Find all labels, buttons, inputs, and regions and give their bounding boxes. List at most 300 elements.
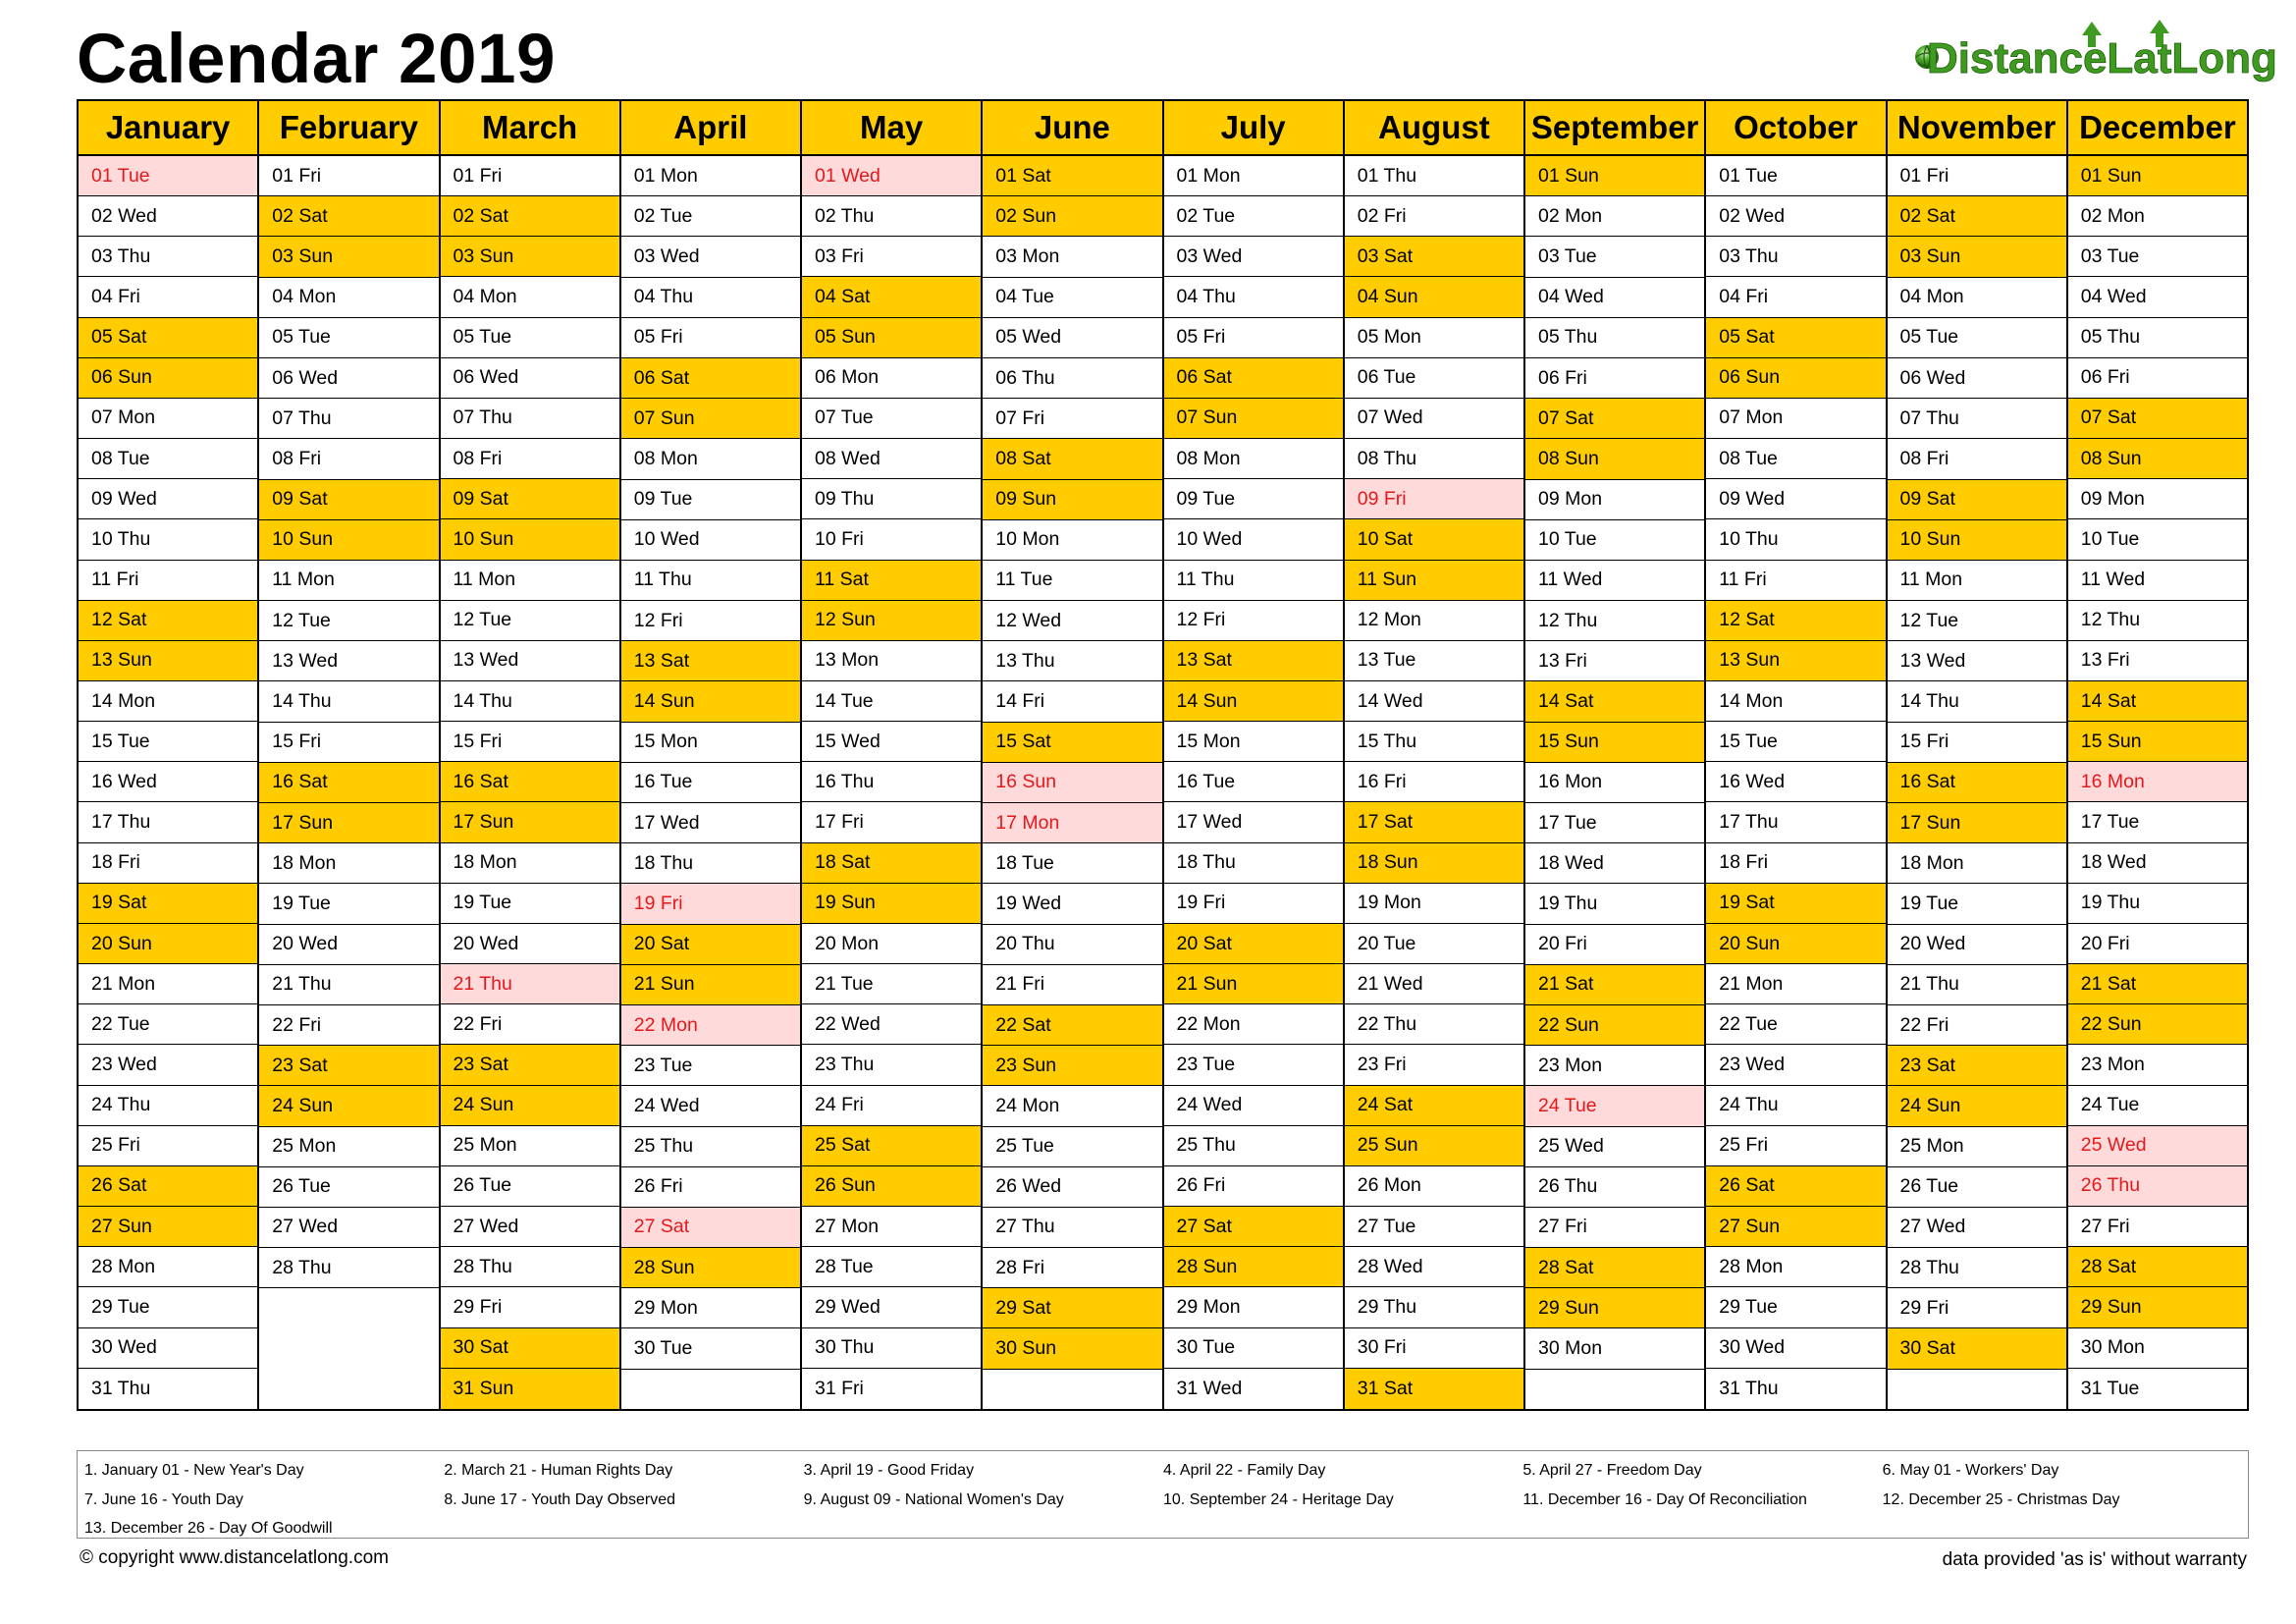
day-cell: 07 Mon (79, 399, 257, 439)
day-cell: 17 Tue (1525, 803, 1704, 843)
weekend-day-cell: 21 Sat (2068, 964, 2247, 1004)
weekend-day-cell: 17 Sun (259, 803, 438, 843)
day-cell: 31 Fri (815, 1377, 864, 1399)
day-cell: 03 Wed (1164, 237, 1343, 277)
day-cell: 23 Tue (621, 1046, 800, 1086)
holiday-day-cell: 16 Mon (2068, 762, 2247, 802)
day-cell: 15 Tue (1706, 722, 1885, 762)
month-header: January (79, 101, 257, 156)
day-cell: 05 Wed (983, 318, 1161, 358)
day-cell: 20 Fri (2068, 924, 2247, 964)
day-cell: 31 Thu (91, 1377, 151, 1399)
weekend-day-cell: 22 Sun (2068, 1004, 2247, 1045)
day-cell: 25 Mon (441, 1126, 619, 1166)
month-header: December (2068, 101, 2247, 156)
day-cell: 26 Wed (983, 1167, 1161, 1208)
day-cell: 14 Tue (802, 681, 981, 722)
day-cell: 28 Thu (1888, 1248, 2066, 1288)
day-cell: 22 Fri (1888, 1005, 2066, 1046)
month-column-december (2068, 101, 2247, 1409)
weekend-day-cell: 03 Sun (259, 237, 438, 277)
day-cell: 13 Fri (1525, 641, 1704, 681)
day-cell: 21 Tue (802, 964, 981, 1004)
day-cell: 04 Thu (621, 278, 800, 318)
day-cell: 13 Wed (1888, 641, 2066, 681)
day-cell: 24 Mon (983, 1086, 1161, 1126)
day-cell: 16 Wed (1706, 762, 1885, 802)
day-cell: 26 Tue (441, 1166, 619, 1207)
day-cell: 12 Fri (1164, 601, 1343, 641)
day-cell: 06 Thu (983, 358, 1161, 399)
holiday-day-cell: 27 Sat (621, 1208, 800, 1248)
month-column-october (1706, 101, 1887, 1409)
day-cell: 04 Fri (1706, 277, 1885, 317)
day-cell: 27 Tue (1345, 1207, 1523, 1247)
weekend-day-cell: 21 Sun (1164, 964, 1343, 1004)
weekend-day-cell: 12 Sun (802, 601, 981, 641)
day-cell: 01 Tue (1706, 156, 1885, 196)
day-cell: 05 Tue (259, 318, 438, 358)
weekend-day-cell: 09 Sun (983, 480, 1161, 520)
day-cell: 18 Fri (1706, 843, 1885, 884)
day-cell: 09 Wed (1706, 479, 1885, 519)
day-cell: 29 Wed (802, 1287, 981, 1327)
day-cell: 10 Thu (1706, 519, 1885, 560)
day-cell: 29 Tue (79, 1287, 257, 1327)
day-cell: 22 Fri (441, 1004, 619, 1045)
day-cell: 23 Wed (79, 1045, 257, 1085)
day-cell: 09 Tue (621, 480, 800, 520)
day-cell: 28 Mon (1706, 1247, 1885, 1287)
day-cell: 05 Thu (2068, 318, 2247, 358)
day-cell: 04 Fri (79, 277, 257, 317)
day-cell: 12 Thu (2068, 601, 2247, 641)
weekend-day-cell: 08 Sat (983, 439, 1161, 479)
day-cell: 30 Tue (1164, 1328, 1343, 1369)
weekend-day-cell: 04 Sat (802, 277, 981, 317)
day-cell: 26 Tue (259, 1167, 438, 1208)
day-cell: 08 Tue (79, 439, 257, 479)
day-cell: 01 Mon (1164, 156, 1343, 196)
day-cell: 28 Tue (802, 1247, 981, 1287)
day-cell: 07 Thu (259, 399, 438, 439)
day-cell: 29 Fri (441, 1287, 619, 1327)
weekend-day-cell: 16 Sat (259, 763, 438, 803)
holiday-note: 4. April 22 - Family Day (1163, 1462, 1326, 1479)
day-cell: 01 Fri (441, 156, 619, 196)
day-cell: 15 Fri (1888, 723, 2066, 763)
weekend-day-cell: 18 Sat (802, 843, 981, 884)
day-cell: 24 Fri (802, 1086, 981, 1126)
empty-cell (983, 1370, 1161, 1409)
weekend-day-cell: 11 Sun (1345, 561, 1523, 601)
weekend-day-cell: 09 Sat (1888, 480, 2066, 520)
day-cell: 10 Tue (1525, 520, 1704, 561)
day-cell: 28 Wed (1345, 1247, 1523, 1287)
day-cell: 11 Thu (621, 561, 800, 601)
weekend-day-cell: 07 Sat (1525, 399, 1704, 439)
day-cell: 10 Mon (983, 520, 1161, 561)
day-cell: 02 Tue (1164, 196, 1343, 237)
day-cell: 12 Wed (983, 601, 1161, 641)
weekend-day-cell: 20 Sat (621, 925, 800, 965)
day-cell: 22 Tue (1706, 1004, 1885, 1045)
weekend-day-cell: 24 Sun (441, 1086, 619, 1126)
day-cell: 04 Tue (983, 278, 1161, 318)
day-cell: 03 Tue (2068, 237, 2247, 277)
weekend-day-cell: 13 Sat (1164, 641, 1343, 681)
weekend-day-cell: 24 Sun (259, 1086, 438, 1126)
holiday-day-cell: 19 Fri (621, 884, 800, 924)
month-header: November (1888, 101, 2066, 156)
day-cell: 13 Wed (441, 641, 619, 681)
month-header: April (621, 101, 800, 156)
day-cell: 16 Tue (1164, 762, 1343, 802)
weekend-day-cell: 13 Sat (621, 641, 800, 681)
day-cell: 28 Fri (983, 1248, 1161, 1288)
day-cell: 20 Fri (1525, 925, 1704, 965)
distancelatlong-logo[interactable] (1913, 14, 2277, 84)
day-cell: 06 Wed (1888, 358, 2066, 399)
day-cell: 18 Mon (441, 843, 619, 884)
day-cell: 18 Fri (79, 843, 257, 884)
day-cell: 29 Mon (621, 1288, 800, 1328)
weekend-day-cell: 26 Sat (1706, 1166, 1885, 1207)
day-cell: 15 Thu (1345, 722, 1523, 762)
weekend-day-cell: 10 Sat (1345, 519, 1523, 560)
holiday-note: 13. December 26 - Day Of Goodwill (84, 1520, 333, 1537)
weekend-day-cell: 05 Sat (79, 318, 257, 358)
weekend-day-cell: 11 Sat (802, 561, 981, 601)
day-cell: 02 Mon (2068, 196, 2247, 237)
day-cell: 05 Thu (1525, 318, 1704, 358)
weekend-day-cell: 10 Sun (441, 519, 619, 560)
weekend-day-cell: 14 Sun (621, 681, 800, 722)
day-cell: 18 Wed (2068, 843, 2247, 884)
holiday-day-cell: 01 Tue (79, 156, 257, 196)
day-cell: 08 Thu (1345, 439, 1523, 479)
weekend-day-cell: 23 Sat (259, 1046, 438, 1086)
month-header: September (1525, 101, 1704, 156)
day-cell: 13 Thu (983, 641, 1161, 681)
holiday-note: 7. June 16 - Youth Day (84, 1490, 243, 1508)
day-cell: 30 Thu (802, 1328, 981, 1369)
weekend-day-cell: 04 Sun (1345, 277, 1523, 317)
weekend-day-cell: 06 Sun (1706, 358, 1885, 399)
day-cell: 21 Fri (983, 965, 1161, 1005)
day-cell: 21 Thu (1888, 965, 2066, 1005)
day-cell: 22 Wed (802, 1004, 981, 1045)
day-cell: 22 Thu (1345, 1004, 1523, 1045)
day-cell: 12 Mon (1345, 601, 1523, 641)
day-cell: 09 Mon (1525, 480, 1704, 520)
day-cell: 31 Wed (1176, 1377, 1243, 1399)
day-cell: 08 Fri (441, 439, 619, 479)
day-cell: 24 Tue (2068, 1086, 2247, 1126)
weekend-day-cell: 16 Sat (1888, 763, 2066, 803)
weekend-day-cell: 23 Sat (1888, 1046, 2066, 1086)
day-cell: 01 Thu (1345, 156, 1523, 196)
weekend-day-cell: 26 Sun (802, 1166, 981, 1207)
day-cell: 21 Wed (1345, 964, 1523, 1004)
day-cell: 01 Mon (621, 156, 800, 196)
day-cell: 19 Wed (983, 884, 1161, 924)
day-cell: 11 Mon (259, 561, 438, 601)
weekend-day-cell: 09 Sat (441, 479, 619, 519)
day-cell: 06 Tue (1345, 358, 1523, 399)
weekend-day-cell: 20 Sun (79, 924, 257, 964)
day-cell: 15 Tue (79, 722, 257, 762)
weekend-day-cell: 02 Sat (259, 196, 438, 237)
day-cell: 04 Thu (1164, 277, 1343, 317)
day-cell: 03 Mon (983, 237, 1161, 277)
month-header: March (441, 101, 619, 156)
weekend-day-cell: 02 Sat (441, 196, 619, 237)
day-cell: 17 Tue (2068, 802, 2247, 842)
day-cell: 03 Tue (1525, 237, 1704, 277)
day-cell: 02 Thu (802, 196, 981, 237)
day-cell: 05 Fri (1164, 318, 1343, 358)
page-title: Calendar 2019 (77, 21, 557, 98)
day-cell: 27 Thu (983, 1208, 1161, 1248)
day-cell: 15 Fri (259, 723, 438, 763)
day-cell: 01 Fri (259, 156, 438, 196)
weekend-day-cell: 10 Sun (259, 520, 438, 561)
weekend-day-cell: 06 Sun (79, 358, 257, 399)
day-cell: 03 Thu (79, 237, 257, 277)
day-cell: 27 Wed (1888, 1208, 2066, 1248)
month-header: August (1345, 101, 1523, 156)
day-cell: 07 Thu (441, 399, 619, 439)
day-cell: 11 Mon (441, 561, 619, 601)
day-cell: 14 Thu (1888, 681, 2066, 722)
month-header: May (802, 101, 981, 156)
weekend-day-cell: 06 Sat (1164, 358, 1343, 399)
day-cell: 22 Fri (259, 1005, 438, 1046)
day-cell: 30 Mon (1525, 1328, 1704, 1369)
month-column-april (621, 101, 802, 1409)
weekend-day-cell: 07 Sun (1164, 399, 1343, 439)
calendar-grid (77, 99, 2249, 1411)
day-cell: 11 Tue (983, 561, 1161, 601)
weekend-day-cell: 23 Sat (441, 1045, 619, 1085)
day-cell: 13 Fri (2068, 641, 2247, 681)
day-cell: 17 Fri (802, 802, 981, 842)
day-cell: 29 Fri (1888, 1288, 2066, 1328)
weekend-day-cell: 19 Sun (802, 884, 981, 924)
day-cell: 06 Wed (441, 358, 619, 399)
weekend-day-cell: 19 Sat (79, 884, 257, 924)
day-cell: 18 Tue (983, 843, 1161, 884)
day-cell: 19 Thu (2068, 884, 2247, 924)
day-cell: 30 Wed (1706, 1328, 1885, 1369)
weekend-day-cell: 16 Sat (441, 762, 619, 802)
day-cell: 16 Tue (621, 763, 800, 803)
day-cell: 04 Wed (2068, 277, 2247, 317)
month-header: July (1164, 101, 1343, 156)
month-column-september (1525, 101, 1706, 1409)
day-cell: 02 Fri (1345, 196, 1523, 237)
day-cell: 13 Wed (259, 641, 438, 681)
day-cell: 20 Wed (1888, 925, 2066, 965)
month-header: February (259, 101, 438, 156)
weekend-day-cell: 19 Sat (1706, 884, 1885, 924)
disclaimer-text: data provided 'as is' without warranty (1942, 1549, 2247, 1570)
holiday-note: 9. August 09 - National Women's Day (803, 1490, 1064, 1508)
weekend-day-cell: 31 Sun (441, 1369, 619, 1409)
day-cell: 10 Thu (79, 519, 257, 560)
day-cell: 18 Mon (259, 843, 438, 884)
day-cell: 12 Fri (621, 601, 800, 641)
day-cell: 23 Fri (1345, 1045, 1523, 1085)
month-column-february (259, 101, 440, 1409)
holiday-note: 11. December 16 - Day Of Reconciliation (1522, 1490, 1807, 1508)
day-cell: 18 Thu (1164, 843, 1343, 884)
day-cell: 28 Mon (79, 1247, 257, 1287)
day-cell: 01 Fri (1888, 156, 2066, 196)
weekend-day-cell: 07 Sun (621, 399, 800, 439)
day-cell: 12 Thu (1525, 601, 1704, 641)
day-cell: 19 Tue (1888, 884, 2066, 924)
weekend-day-cell: 23 Sun (983, 1046, 1161, 1086)
day-cell: 18 Mon (1888, 843, 2066, 884)
day-cell: 19 Fri (1164, 884, 1343, 924)
weekend-day-cell: 24 Sat (1345, 1086, 1523, 1126)
day-cell: 06 Wed (259, 358, 438, 399)
day-cell: 22 Mon (1164, 1004, 1343, 1045)
day-cell: 14 Thu (259, 681, 438, 722)
month-column-june (983, 101, 1163, 1409)
day-cell: 27 Wed (259, 1208, 438, 1248)
day-cell: 13 Tue (1345, 641, 1523, 681)
holiday-day-cell: 22 Mon (621, 1005, 800, 1046)
day-cell: 05 Tue (441, 318, 619, 358)
holiday-day-cell: 16 Sun (983, 763, 1161, 803)
day-cell: 29 Tue (1706, 1287, 1885, 1327)
month-column-january (79, 101, 259, 1409)
day-cell: 31 Thu (1719, 1377, 1779, 1399)
weekend-day-cell: 22 Sun (1525, 1005, 1704, 1046)
day-cell: 17 Wed (621, 803, 800, 843)
day-cell: 29 Mon (1164, 1287, 1343, 1327)
weekend-day-cell: 20 Sat (1164, 924, 1343, 964)
weekend-day-cell: 05 Sun (802, 318, 981, 358)
day-cell: 23 Wed (1706, 1045, 1885, 1085)
weekend-day-cell: 21 Sun (621, 965, 800, 1005)
month-column-july (1164, 101, 1345, 1409)
month-header: October (1706, 101, 1885, 156)
day-cell: 13 Mon (802, 641, 981, 681)
day-cell: 08 Fri (1888, 439, 2066, 479)
day-cell: 09 Tue (1164, 479, 1343, 519)
day-cell: 05 Fri (621, 318, 800, 358)
day-cell: 20 Wed (441, 924, 619, 964)
day-cell: 24 Thu (79, 1086, 257, 1126)
day-cell: 02 Tue (621, 196, 800, 237)
weekend-day-cell: 01 Sat (983, 156, 1161, 196)
month-column-march (441, 101, 621, 1409)
weekend-day-cell: 22 Sat (983, 1005, 1161, 1046)
day-cell: 10 Wed (621, 520, 800, 561)
day-cell: 14 Wed (1345, 681, 1523, 722)
weekend-day-cell: 27 Sat (1164, 1207, 1343, 1247)
weekend-day-cell: 09 Sat (259, 480, 438, 520)
weekend-day-cell: 03 Sat (1345, 237, 1523, 277)
day-cell: 15 Wed (802, 722, 981, 762)
weekend-day-cell: 13 Sun (79, 641, 257, 681)
holiday-note: 1. January 01 - New Year's Day (84, 1462, 304, 1479)
weekend-day-cell: 25 Sun (1345, 1126, 1523, 1166)
weekend-day-cell: 14 Sat (2068, 681, 2247, 722)
day-cell: 09 Thu (802, 479, 981, 519)
day-cell: 21 Thu (259, 965, 438, 1005)
day-cell: 11 Thu (1164, 561, 1343, 601)
weekend-day-cell: 10 Sun (1888, 520, 2066, 561)
day-cell: 24 Thu (1706, 1086, 1885, 1126)
day-cell: 19 Tue (259, 884, 438, 924)
weekend-day-cell: 31 Sat (1345, 1369, 1523, 1409)
weekend-day-cell: 29 Sun (1525, 1288, 1704, 1328)
month-column-may (802, 101, 983, 1409)
day-cell: 28 Thu (259, 1248, 438, 1288)
day-cell: 15 Mon (621, 723, 800, 763)
day-cell: 14 Mon (1706, 681, 1885, 722)
day-cell: 30 Tue (621, 1328, 800, 1369)
day-cell: 07 Wed (1345, 399, 1523, 439)
day-cell: 12 Tue (441, 601, 619, 641)
weekend-day-cell: 28 Sun (1164, 1247, 1343, 1287)
day-cell: 07 Mon (1706, 399, 1885, 439)
weekend-day-cell: 15 Sat (983, 723, 1161, 763)
day-cell: 10 Tue (2068, 519, 2247, 560)
holiday-day-cell: 24 Tue (1525, 1086, 1704, 1126)
day-cell: 26 Fri (621, 1167, 800, 1208)
weekend-day-cell: 03 Sun (441, 237, 619, 277)
weekend-day-cell: 14 Sun (1164, 681, 1343, 722)
weekend-day-cell: 27 Sun (1706, 1207, 1885, 1247)
day-cell: 11 Mon (1888, 561, 2066, 601)
weekend-day-cell: 30 Sat (441, 1328, 619, 1369)
day-cell: 08 Fri (259, 439, 438, 479)
weekend-day-cell: 07 Sat (2068, 399, 2247, 439)
day-cell: 06 Fri (1525, 358, 1704, 399)
holiday-note: 12. December 25 - Christmas Day (1882, 1490, 2120, 1508)
empty-cell (1888, 1370, 2066, 1409)
day-cell: 27 Wed (441, 1207, 619, 1247)
day-cell: 21 Mon (79, 964, 257, 1004)
day-cell: 11 Fri (1706, 561, 1885, 601)
holiday-legend (77, 1450, 2249, 1539)
day-cell: 26 Tue (1888, 1167, 2066, 1208)
day-cell: 10 Fri (802, 519, 981, 560)
empty-cell (259, 1288, 438, 1409)
holiday-day-cell: 25 Wed (2068, 1126, 2247, 1166)
day-cell: 26 Thu (1525, 1167, 1704, 1208)
weekend-day-cell: 18 Sun (1345, 843, 1523, 884)
day-cell: 14 Mon (79, 681, 257, 722)
day-cell: 25 Thu (621, 1127, 800, 1167)
holiday-note: 6. May 01 - Workers' Day (1882, 1462, 2059, 1479)
day-cell: 12 Tue (1888, 601, 2066, 641)
weekend-day-cell: 12 Sat (1706, 601, 1885, 641)
copyright-text: © copyright www.distancelatlong.com (80, 1547, 389, 1568)
day-cell: 30 Fri (1345, 1328, 1523, 1369)
day-cell: 23 Tue (1164, 1045, 1343, 1085)
day-cell: 30 Wed (79, 1328, 257, 1369)
holiday-note: 2. March 21 - Human Rights Day (444, 1462, 673, 1479)
weekend-day-cell: 21 Sat (1525, 965, 1704, 1005)
day-cell: 26 Mon (1345, 1166, 1523, 1207)
